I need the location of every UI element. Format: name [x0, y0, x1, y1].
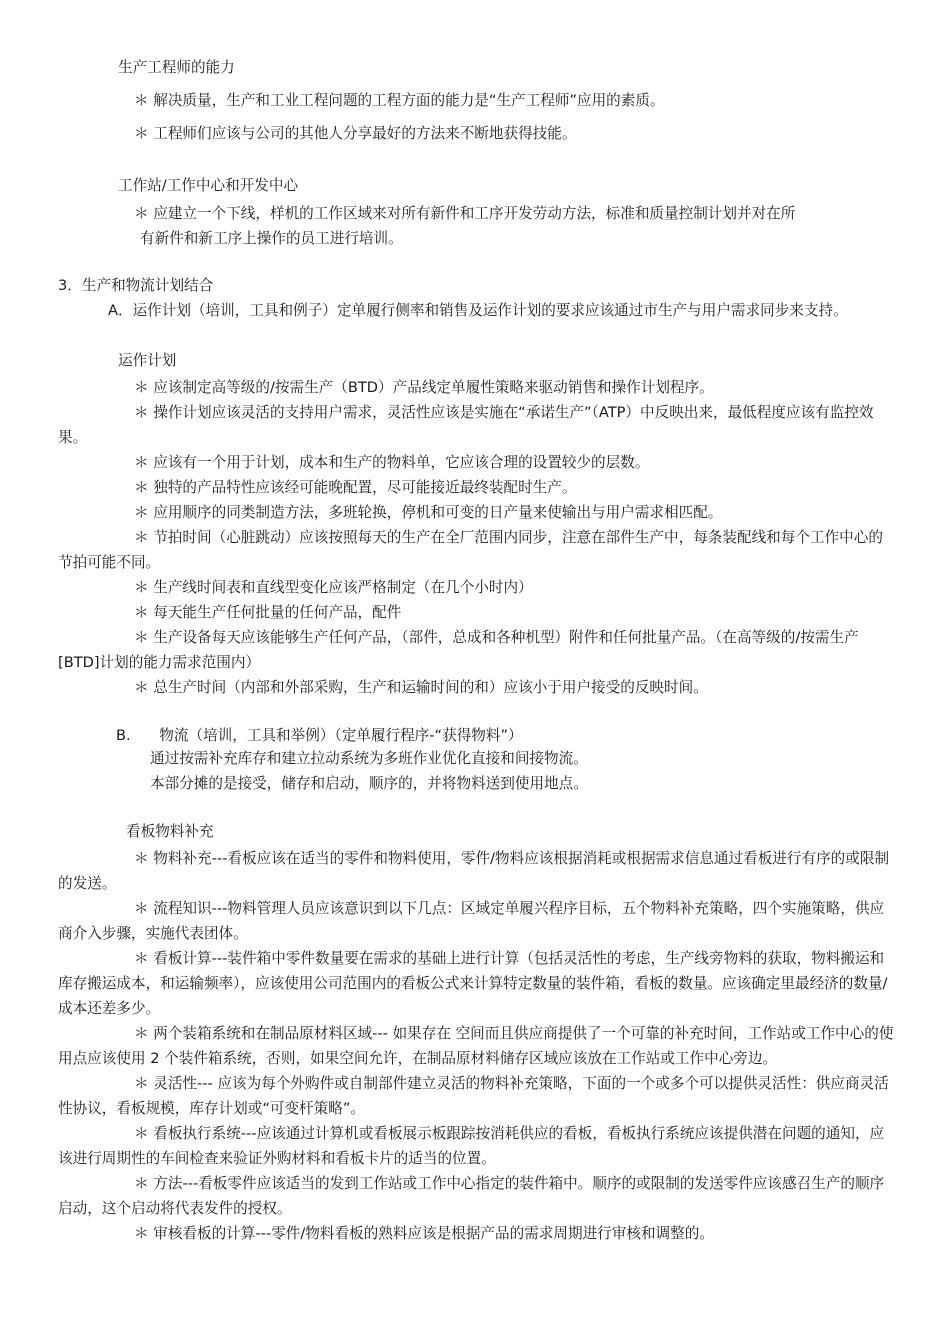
section-b-heading: [116, 726, 896, 746]
bullet-item: ＊ 方法---看板零件应该适当的发到工作站或工作中心指定的装件箱中。顺序的或限制的发送零件应该感召生产的顺序启动，这个启动将代表发件的授权。: [58, 1175, 885, 1217]
bullet-item: ＊ 灵活性--- 应该为每个外购件或自制部件建立灵活的物料补充策略，下面的一个或多个可以提供灵活性：供应商灵活性协议，看板规模，库存计划或“可变杆策略”。: [58, 1075, 889, 1117]
bullet-item: ＊ 应用顺序的同类制造方法，多班轮换，停机和可变的日产量来使输出与用户需求相匹配。: [134, 504, 723, 521]
paragraph-a: A．运作计划（培训，工具和例子）定单履行侧率和销售及运作计划的要求应该通过市生产与用户需求同步来支持。: [108, 302, 848, 319]
section-b-title: 物流（培训，工具和举例）（定单履行程序-“获得物料”）: [159, 727, 523, 744]
bullet-item: ＊ 工程师们应该与公司的其他人分享最好的方法来不断地获得技能。: [134, 125, 577, 142]
subheading-operations-plan: 运作计划: [118, 352, 177, 369]
bullet-item: ＊ 流程知识---物料管理人员应该意识到以下几点：区域定单履兴程序目标，五个物料补充策略，四个实施策略，供应商介入步骤，实施代表团体。: [58, 900, 885, 942]
bullet-item: ＊ 独特的产品特性应该经可能晚配置，尽可能接近最终装配时生产。: [134, 479, 577, 496]
bullet-item: ＊ 生产线时间表和直线型变化应该严格制定（在几个小时内）: [134, 579, 533, 596]
document-page: [58, 58, 896, 1246]
bullet-item: ＊ 操作计划应该灵活的支持用户需求，灵活性应该是实施在“承诺生产”（ATP）中反映出来，最低程度应该有监控效果。: [58, 404, 874, 446]
bullet-item: ＊ 节拍时间（心脏跳动）应该按照每天的生产在全厂范围内同步，注意在部件生产中，每条装配线和每个工作中心的节拍可能不同。: [58, 529, 883, 571]
bullet-item: ＊ 物料补充---看板应该在适当的零件和物料使用，零件/物料应该根据消耗或根据需求信息通过看板进行有序的或限制的发送。: [58, 850, 890, 892]
bullet-item: ＊ 看板执行系统---应该通过计算机或看板展示板跟踪按消耗供应的看板，看板执行系统应该提供潜在问题的通知，应该进行周期性的车间检查来验证外购材料和看板卡片的适当的位置。: [58, 1125, 885, 1167]
bullet-item: ＊ 应该制定高等级的/按需生产（BTD）产品线定单履性策略来驱动销售和操作计划程序。: [134, 379, 714, 396]
bullet-item: ＊ 生产设备每天应该能够生产任何产品，（部件，总成和各种机型）附件和任何批量产品。（在高等级的/按需生产[BTD]计划的能力需求范围内）: [58, 629, 859, 671]
section-heading-3: 3．生产和物流计划结合: [58, 277, 214, 294]
section-b-label: B.: [116, 727, 131, 744]
section-heading-workstation: 工作站/工作中心和开发中心: [118, 177, 299, 194]
bullet-item: ＊ 应建立一个下线，样机的工作区域来对所有新件和工序开发劳动方法，标准和质量控制计划并对在所: [134, 205, 796, 222]
logistics-line: 通过按需补充库存和建立拉动系统为多班作业优化直接和间接物流。: [150, 750, 588, 767]
bullet-item-continuation: 有新件和新工序上操作的员工进行培训。: [140, 230, 403, 247]
bullet-item: ＊ 看板计算---装件箱中零件数量要在需求的基础上进行计算（包括灵活性的考虑，生产线旁物料的获取，物料搬运和库存搬运成本，和运输频率），应该使用公司范围内的看板公式来计算特定数量的装件箱，看板的数量。应该确定里最经济的数量/成本还差多少。: [58, 950, 888, 1017]
bullet-item: ＊ 两个装箱系统和在制品原材料区域--- 如果存在 空间而且供应商提供了一个可靠的补充时间，工作站或工作中心的使用点应该使用 2 个装件箱系统，否则，如果空间允许，在制品原材料储存区域应该放在工作站或工作中心旁边。: [58, 1025, 894, 1067]
section-heading-engineer: 生产工程师的能力: [118, 59, 235, 76]
bullet-item: ＊ 应该有一个用于计划，成本和生产的物料单，它应该合理的设置较少的层数。: [134, 454, 650, 471]
bullet-item: ＊ 总生产时间（内部和外部采购，生产和运输时间的和）应该小于用户接受的反映时间。: [134, 679, 708, 696]
bullet-item: ＊ 审核看板的计算---零件/物料看板的熟料应该是根据产品的需求周期进行审核和调整的。: [134, 1225, 714, 1242]
bullet-item: ＊ 解决质量，生产和工业工程问题的工程方面的能力是“生产工程师”应用的素质。: [134, 92, 665, 109]
subheading-kanban: 看板物料补充: [126, 823, 214, 840]
bullet-item: ＊ 每天能生产任何批量的任何产品，配件: [134, 604, 402, 621]
logistics-line: 本部分摊的是接受，储存和启动，顺序的，并将物料送到使用地点。: [150, 775, 588, 792]
